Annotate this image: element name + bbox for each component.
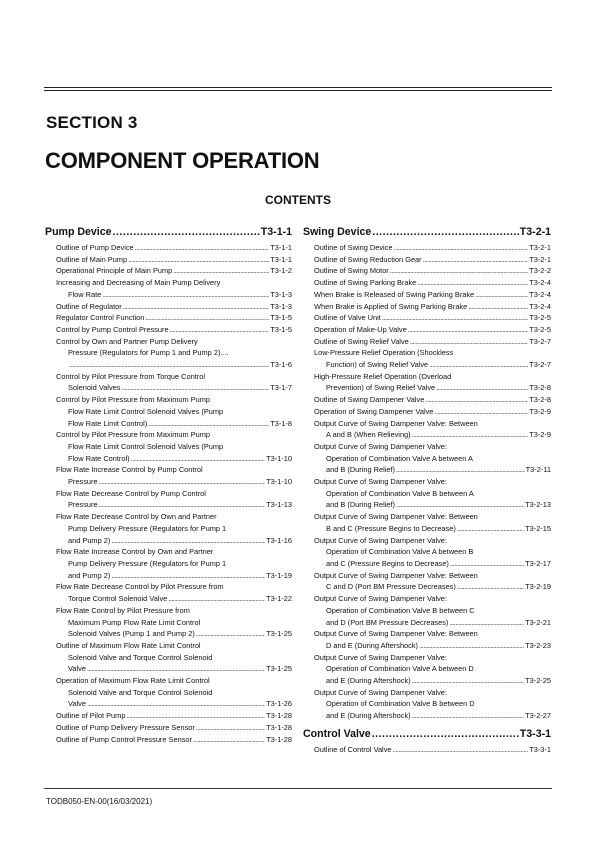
entry-last-line [56,289,292,301]
entry-page-number: T3-1-19 [266,570,292,580]
entry-text-line: Flow Rate Limit Control Solenoid Valves (Pump [68,406,224,416]
entry-page-number: T3-1-1 [270,243,292,252]
toc-entry[interactable] [314,418,551,441]
dot-leader [393,242,528,254]
entry-text: Operation of Swing Dampener Valve [314,406,434,416]
footer-rule [44,788,552,789]
entry-page-number: T3-1-28 [266,711,292,721]
entry-page-number: T3-1-3 [270,289,292,299]
entry-page-number: T3-1-1 [270,254,292,264]
entry-text-line: Flow Rate Decrease Control by Pump Control [56,488,206,498]
dot-leader [475,289,528,301]
dot-leader [425,394,528,406]
entry-last-line [314,429,551,441]
entry-text-line: Increasing and Decreasing of Main Pump Delivery [56,278,221,288]
entry-text-line: Flow Rate Decrease Control by Own and Partner [56,512,217,522]
entry-last-line [56,476,292,488]
entry-page-number: T3-1-25 [266,664,292,674]
entry-page-number: T3-1-22 [266,594,292,604]
entry-text: Regulator Control Function [56,313,145,323]
entry-last-line [314,301,551,313]
entry-text: Valve [68,699,86,709]
entry-page-number: T3-2-4 [529,278,551,288]
entry-text: Outline of Swing Reduction Gear [314,254,422,264]
dot-leader [111,535,265,547]
entry-page-number: T3-2-9 [529,430,551,440]
toc-entry[interactable] [314,628,551,651]
entry-text: Valve [68,664,86,674]
entry-last-line [314,617,551,629]
toc-entry[interactable] [56,336,292,371]
dot-leader [457,581,524,593]
entry-text-line: Output Curve of Swing Dampener Valve: [314,441,447,451]
entry-text-line: Operation of Combination Valve B between D [326,699,475,709]
toc-entry[interactable] [314,570,551,593]
dot-leader [102,289,269,301]
entry-page-number: T3-1-2 [270,266,292,276]
entry-page-number: T3-2-9 [529,406,551,416]
toc-entry[interactable] [56,722,292,734]
toc-entry[interactable] [314,336,551,348]
entry-page-number: T3-2-15 [525,523,551,533]
entry-last-line [56,722,292,734]
entry-text: Outline of Swing Relief Valve [314,336,409,346]
entry-last-line [314,265,551,277]
dot-leader [168,593,265,605]
entry-page-number: T3-1-6 [270,360,292,370]
dot-leader [87,698,265,710]
entry-page-number: T3-1-25 [266,629,292,639]
dot-leader [69,359,269,371]
entry-text-line: Control by Pilot Pressure from Torque Control [56,371,205,381]
entry-last-line [314,394,551,406]
entry-last-line [56,710,292,722]
entry-text-line: Solenoid Valve and Torque Control Solenoid [68,652,213,662]
entry-text-line: Operation of Combination Valve A between B [326,547,474,557]
toc-entry[interactable] [314,593,551,628]
entry-text-line: Flow Rate Control by Pilot Pressure from [56,605,190,615]
toc-entry[interactable] [314,687,551,722]
entry-last-line [56,535,292,547]
entry-last-line [314,499,551,511]
entry-text: Flow Rate Control) [68,453,130,463]
entry-text: Control by Pump Control Pressure [56,324,169,334]
dot-leader [434,406,528,418]
dot-leader [412,710,524,722]
contents-heading: CONTENTS [265,193,331,207]
entry-text-line: Flow Rate Decrease Control by Pilot Pressure from [56,582,224,592]
dot-leader [436,382,528,394]
toc-entry[interactable] [56,254,292,266]
toc-left-column [45,225,292,745]
entry-text-line: Outline of Maximum Flow Rate Limit Control [56,640,201,650]
entry-text: Flow Rate [68,289,102,299]
entry-text-line: Pump Delivery Pressure (Regulators for Pump 1 [68,558,227,568]
toc-entry[interactable] [56,324,292,336]
entry-text: and Pump 2) [68,570,111,580]
entry-last-line [314,744,551,756]
entry-text: Outline of Control Valve [314,744,392,754]
dot-leader [99,476,266,488]
entry-last-line [56,698,292,710]
entry-last-line [314,464,551,476]
dot-leader [99,499,266,511]
toc-entry[interactable] [314,289,551,301]
entry-last-line [314,710,551,722]
dot-leader [170,324,270,336]
entry-text: Outline of Regulator [56,301,122,311]
toc-entry[interactable] [314,242,551,254]
entry-text-line: Output Curve of Swing Dampener Valve: [314,594,447,604]
entry-text-line: Output Curve of Swing Dampener Valve: [314,687,447,697]
dot-leader [372,727,519,741]
entry-page-number: T3-2-1 [529,243,551,252]
entry-text: Outline of Pump Delivery Pressure Sensor [56,722,195,732]
dot-leader [173,265,269,277]
entry-last-line [314,336,551,348]
entry-page-number: T3-1-26 [266,699,292,709]
toc-entry[interactable] [56,265,292,277]
entry-last-line [314,242,551,254]
dot-leader [417,277,528,289]
entry-text: Outline of Main Pump [56,254,128,264]
entry-text-line: Pressure (Regulators for Pump 1 and Pump 2).... [68,348,229,358]
toc-entry[interactable] [56,710,292,722]
toc-entry[interactable] [56,242,292,254]
entry-text: Function) of Swing Relief Valve [326,360,429,370]
entry-text: Outline of Pump Control Pressure Sensor [56,734,192,744]
toc-entry[interactable] [314,277,551,289]
header-rule-inner [44,90,552,91]
toc-entry[interactable] [314,511,551,534]
entry-text: D and E (During Aftershock) [326,640,419,650]
entry-text-line: Flow Rate Increase Control by Own and Partner [56,547,214,557]
toc-entry-list [314,744,551,756]
entry-text: Torque Control Solenoid Valve [68,594,168,604]
header-rule [44,87,552,88]
toc-entry[interactable] [56,605,292,640]
entry-last-line [56,570,292,582]
entry-last-line [314,581,551,593]
entry-last-line [56,628,292,640]
entry-text-line: Output Curve of Swing Dampener Valve: [314,535,447,545]
entry-last-line [314,254,551,266]
section-page-number: T3-3-1 [519,727,551,740]
toc-entry[interactable] [314,301,551,313]
toc-entry[interactable] [56,394,292,429]
entry-last-line [314,312,551,324]
section-page-number: T3-2-1 [519,226,551,238]
entry-text-line: Operation of Maximum Flow Rate Limit Control [56,676,210,686]
dot-leader [412,429,529,441]
entry-last-line [56,418,292,430]
entry-text: Prevention) of Swing Relief Valve [326,383,436,393]
toc-section-heading[interactable] [303,727,551,741]
entry-text: Outline of Valve Unit [314,313,381,323]
entry-last-line [56,324,292,336]
entry-last-line [314,324,551,336]
page-title: COMPONENT OPERATION [45,148,320,173]
entry-text: and C (Pressure Begins to Decrease) [326,558,449,568]
dot-leader [419,640,524,652]
dot-leader [382,312,528,324]
entry-text: Outline of Swing Parking Brake [314,278,417,288]
entry-text: and B (During Relief) [326,465,396,475]
dot-leader [372,225,519,239]
dot-leader [396,499,524,511]
entry-text: C and D (Port BM Pressure Decreases) [326,582,456,592]
entry-text: Pressure [68,477,98,487]
entry-text: and D (Port BM Pressure Decreases) [326,617,449,627]
entry-last-line [314,406,551,418]
dot-leader [193,734,265,746]
entry-last-line [314,277,551,289]
dot-leader [111,570,265,582]
dot-leader [449,617,524,629]
toc-entry[interactable] [314,535,551,570]
toc-entry-list [314,242,551,722]
entry-last-line [56,663,292,675]
toc-right-column [303,225,551,756]
dot-leader [468,301,528,313]
entry-last-line [56,301,292,313]
entry-text: Operation of Make-Up Valve [314,324,407,334]
toc-entry[interactable] [56,675,292,710]
entry-page-number: T3-2-23 [525,640,551,650]
toc-entry[interactable] [56,734,292,746]
entry-page-number: T3-2-5 [529,324,551,334]
section-title: Pump Device [45,226,112,238]
entry-page-number: T3-2-4 [529,301,551,311]
toc-entry-list [56,242,292,745]
entry-text: When Brake is Applied of Swing Parking Brake [314,301,468,311]
toc-entry[interactable] [56,464,292,487]
entry-text: A and B (When Relieving) [326,430,411,440]
toc-entry[interactable] [314,254,551,266]
entry-text-line: Operation of Combination Valve B between A [326,488,474,498]
toc-entry[interactable] [314,652,551,687]
entry-text-line: Pump Delivery Pressure (Regulators for Pump 1 [68,523,227,533]
entry-text-line: Output Curve of Swing Dampener Valve: Between [314,512,478,522]
entry-text: Outline of Swing Device [314,243,393,252]
entry-page-number: T3-2-27 [525,711,551,721]
entry-page-number: T3-1-5 [270,313,292,323]
entry-page-number: T3-2-1 [529,254,551,264]
entry-text-line: Output Curve of Swing Dampener Valve: [314,652,447,662]
section-title: Swing Device [303,226,372,238]
entry-page-number: T3-2-25 [525,676,551,686]
entry-last-line [56,242,292,254]
entry-page-number: T3-2-4 [529,289,551,299]
toc-entry[interactable] [56,546,292,581]
section-page-number: T3-1-1 [260,226,292,238]
entry-last-line [56,499,292,511]
entry-page-number: T3-2-17 [525,558,551,568]
entry-page-number: T3-1-28 [266,734,292,744]
toc-entry[interactable] [314,265,551,277]
dot-leader [429,359,528,371]
entry-page-number: T3-2-11 [525,465,551,475]
entry-text: Outline of Pilot Pump [56,711,126,721]
dot-leader [148,418,269,430]
toc-entry[interactable] [56,429,292,464]
entry-text-line: Low-Pressure Relief Operation (Shockless [314,348,454,358]
dot-leader [128,254,269,266]
dot-leader [408,324,529,336]
toc-entry[interactable] [56,301,292,313]
entry-text-line: High-Pressure Relief Operation (Overload [314,371,452,381]
entry-text: Pressure [68,500,98,510]
toc-entry[interactable] [314,394,551,406]
entry-page-number: T3-1-8 [270,418,292,428]
entry-text-line: Output Curve of Swing Dampener Valve: [314,477,447,487]
toc-entry[interactable] [314,744,551,756]
entry-last-line [56,265,292,277]
entry-last-line [56,453,292,465]
entry-text-line: Control by Pilot Pressure from Maximum Pump [56,395,211,405]
entry-text: B and C (Pressure Begins to Decrease) [326,523,456,533]
entry-text: Flow Rate Limit Control) [68,418,148,428]
entry-page-number: T3-2-7 [529,360,551,370]
entry-text-line: Control by Own and Partner Pump Delivery [56,336,198,346]
toc-entry[interactable] [56,371,292,394]
entry-last-line [314,558,551,570]
entry-text-line: Output Curve of Swing Dampener Valve: Between [314,629,478,639]
dot-leader [113,225,260,239]
entry-page-number: T3-1-28 [266,722,292,732]
dot-leader [135,242,270,254]
entry-page-number: T3-1-16 [266,535,292,545]
entry-last-line [56,382,292,394]
toc-entry[interactable] [56,312,292,324]
document-code: TODB050-EN-00(16/03/2021) [46,797,153,806]
entry-page-number: T3-2-7 [529,336,551,346]
entry-last-line [56,734,292,746]
entry-last-line [56,593,292,605]
entry-page-number: T3-1-7 [270,383,292,393]
dot-leader [390,265,528,277]
dot-leader [423,254,529,266]
entry-text: and E (During Aftershock) [326,711,411,721]
dot-leader [123,301,269,313]
dot-leader [145,312,269,324]
entry-text: Outline of Swing Dampener Valve [314,395,425,405]
entry-last-line [314,523,551,535]
toc-entry[interactable] [314,441,551,476]
entry-last-line [314,359,551,371]
toc-section-heading[interactable] [303,225,551,239]
toc-section-heading[interactable] [45,225,292,239]
entry-last-line [314,675,551,687]
entry-text: Outline of Swing Motor [314,266,389,276]
toc-entry[interactable] [314,476,551,511]
entry-last-line [56,312,292,324]
toc-entry[interactable] [314,371,551,394]
entry-page-number: T3-2-2 [529,266,551,276]
toc-entry[interactable] [314,347,551,370]
dot-leader [450,558,524,570]
toc-entry[interactable] [56,488,292,511]
entry-text-line: Maximum Pump Flow Rate Limit Control [68,617,201,627]
entry-text-line: Operation of Combination Valve A between D [326,664,474,674]
entry-text-line: Operation of Combination Valve A between A [326,453,473,463]
entry-text-line: Output Curve of Swing Dampener Valve: Between [314,418,478,428]
toc-entry[interactable] [314,324,551,336]
entry-last-line [314,289,551,301]
dot-leader [196,722,265,734]
entry-page-number: T3-1-5 [270,324,292,334]
entry-page-number: T3-1-3 [270,301,292,311]
toc-entry[interactable] [56,511,292,546]
entry-text-line: Operation of Combination Valve B between C [326,605,475,615]
entry-text-line: Flow Rate Increase Control by Pump Control [56,465,203,475]
entry-text-line: Output Curve of Swing Dampener Valve: Between [314,570,478,580]
dot-leader [126,710,265,722]
entry-last-line [56,359,292,371]
entry-page-number: T3-2-21 [525,617,551,627]
entry-page-number: T3-3-1 [529,744,551,754]
section-title: Control Valve [303,727,371,740]
entry-text: When Brake is Released of Swing Parking Brake [314,289,475,299]
dot-leader [131,453,266,465]
toc-entry[interactable] [314,312,551,324]
dot-leader [457,523,524,535]
entry-text: and B (During Relief) [326,500,396,510]
dot-leader [412,675,524,687]
entry-text: Outline of Pump Device [56,243,134,252]
entry-text-line: Solenoid Valve and Torque Control Solenoid [68,687,213,697]
dot-leader [396,464,525,476]
entry-last-line [314,382,551,394]
dot-leader [121,382,269,394]
entry-text-line: Flow Rate Limit Control Solenoid Valves (Pump [68,441,224,451]
dot-leader [196,628,265,640]
toc-entry[interactable] [314,406,551,418]
entry-text: Operational Principle of Main Pump [56,266,173,276]
entry-text: Solenoid Valves [68,383,121,393]
section-label: SECTION 3 [46,113,138,132]
dot-leader [393,744,529,756]
entry-page-number: T3-2-19 [525,582,551,592]
entry-text: and Pump 2) [68,535,111,545]
entry-page-number: T3-2-8 [529,383,551,393]
toc-entry[interactable] [56,640,292,675]
entry-text: Solenoid Valves (Pump 1 and Pump 2) [68,629,195,639]
entry-page-number: T3-1-13 [266,500,292,510]
toc-entry[interactable] [56,581,292,604]
entry-page-number: T3-1-10 [266,453,292,463]
entry-last-line [314,640,551,652]
dot-leader [87,663,265,675]
entry-page-number: T3-2-5 [529,313,551,323]
entry-page-number: T3-2-8 [529,395,551,405]
dot-leader [410,336,528,348]
entry-page-number: T3-2-13 [525,500,551,510]
entry-text: and E (During Aftershock) [326,676,411,686]
toc-entry[interactable] [56,277,292,300]
entry-page-number: T3-1-10 [266,477,292,487]
entry-last-line [56,254,292,266]
entry-text-line: Control by Pilot Pressure from Maximum Pump [56,430,211,440]
